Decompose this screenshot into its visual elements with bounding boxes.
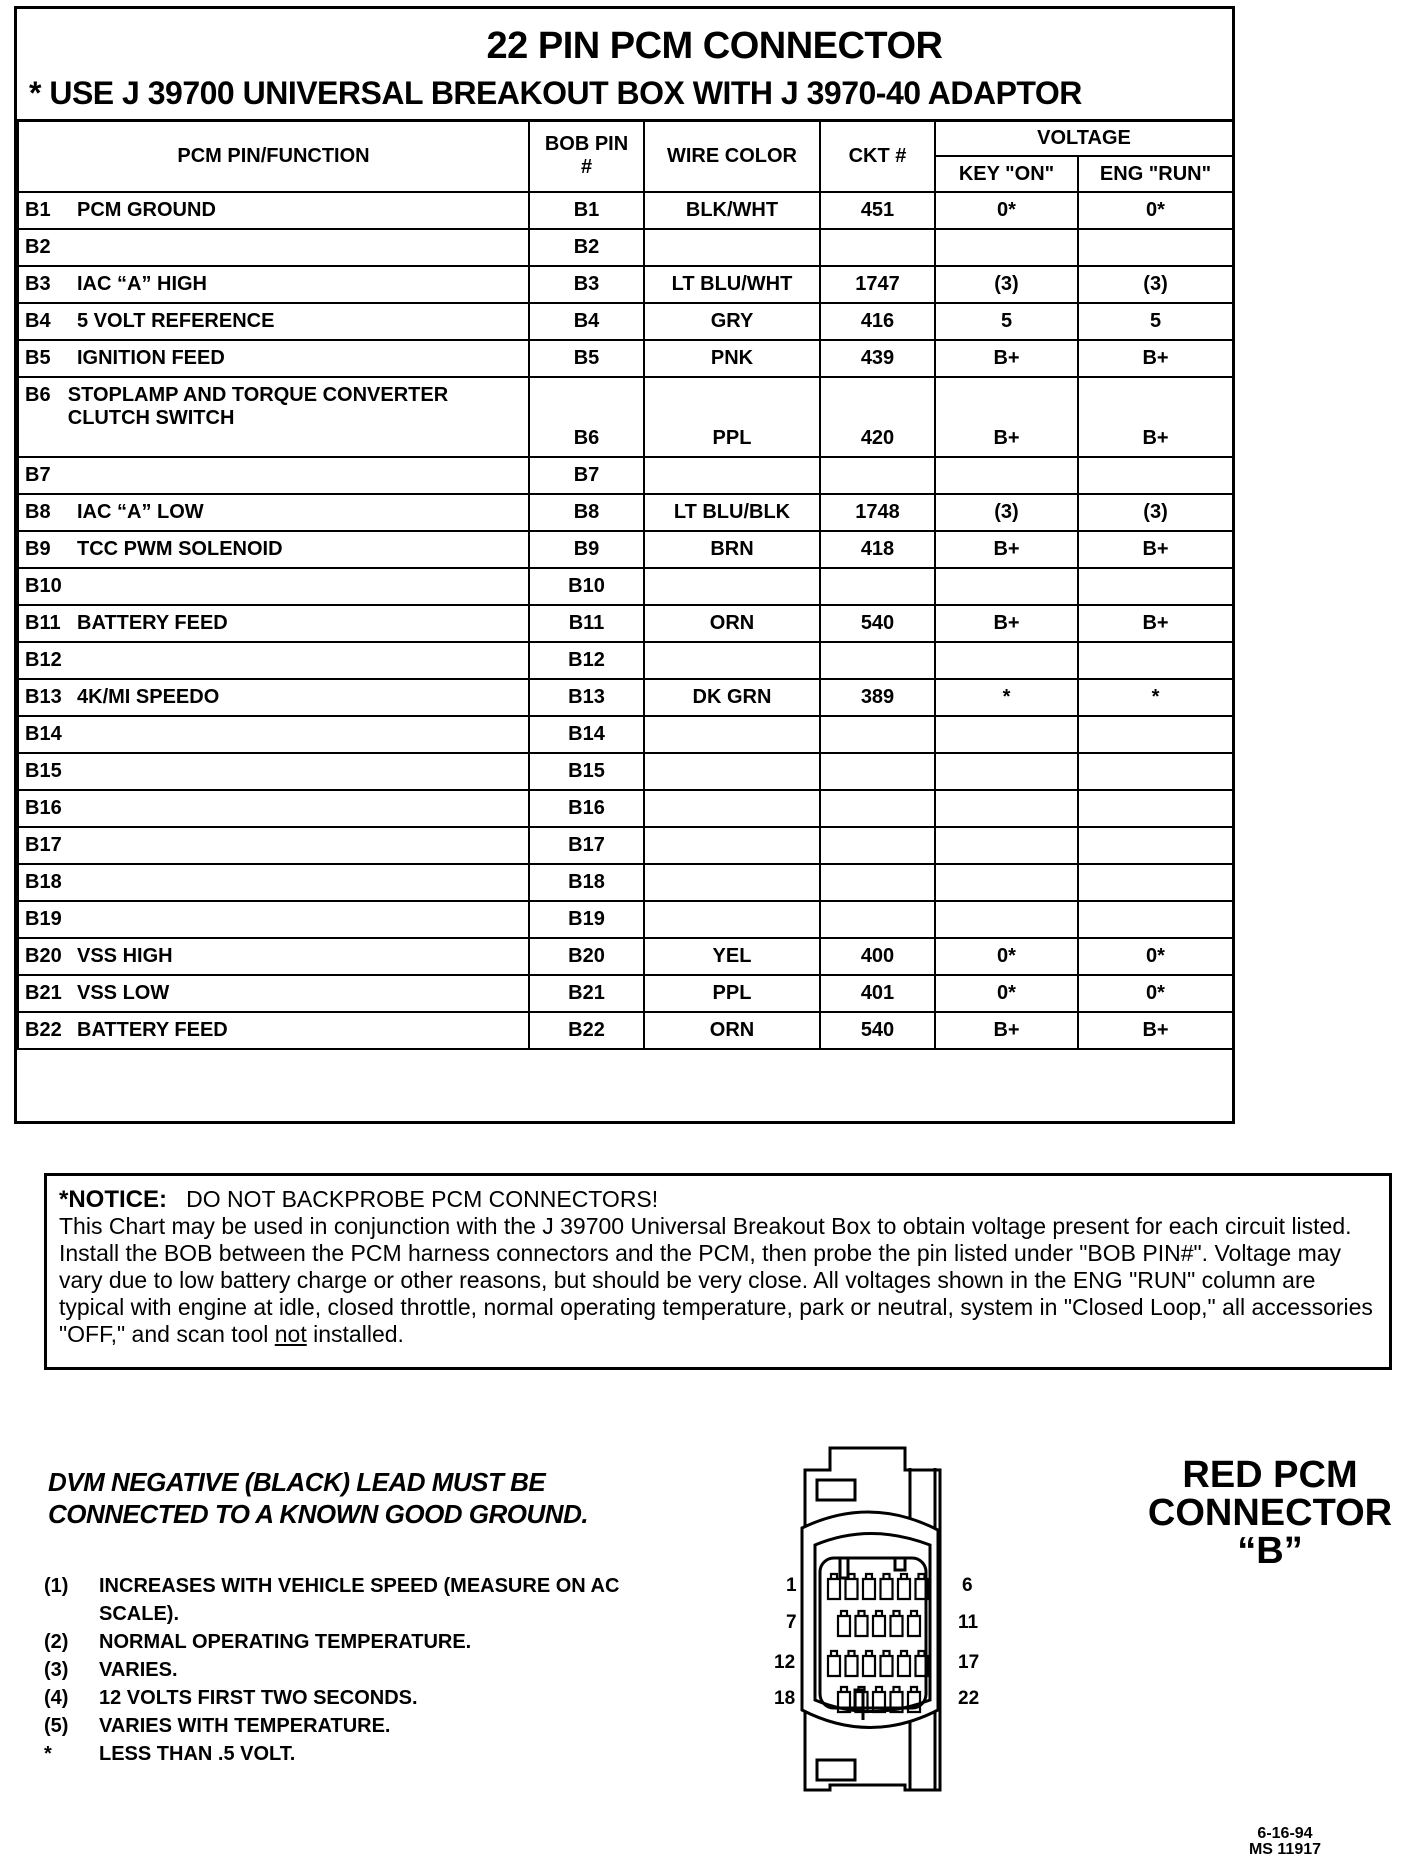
table-row [18, 303, 1233, 340]
voltage-eng-run: B+ [1078, 1012, 1233, 1049]
wire-color: LT BLU/BLK [644, 494, 820, 531]
wire-color: PPL [644, 377, 820, 457]
circuit-number: 400 [820, 938, 935, 975]
table-row [18, 605, 1233, 642]
pin-function: 4K/MI SPEEDO [77, 686, 220, 708]
bob-pin: B4 [529, 303, 644, 340]
pcm-pin: B14 [25, 723, 62, 745]
table-row [18, 377, 1233, 457]
bob-pin: B13 [529, 679, 644, 716]
voltage-eng-run [1078, 642, 1233, 679]
voltage-eng-run: B+ [1078, 340, 1233, 377]
bob-pin: B17 [529, 827, 644, 864]
voltage-key-on [935, 457, 1078, 494]
pcm-pin: B9 [25, 538, 51, 560]
voltage-key-on: (3) [935, 494, 1078, 531]
footnote-text: VARIES. [99, 1659, 178, 1681]
pcm-pin: B3 [25, 273, 51, 295]
pcm-pin: B18 [25, 871, 62, 893]
voltage-key-on: 0* [935, 192, 1078, 229]
circuit-number: 1747 [820, 266, 935, 303]
connector-title [1140, 1456, 1400, 1570]
bob-pin: B8 [529, 494, 644, 531]
bob-pin: B2 [529, 229, 644, 266]
notice-heading: *NOTICE: [59, 1186, 167, 1213]
voltage-key-on [935, 827, 1078, 864]
pin-function-cell [18, 568, 529, 605]
pin-function-cell [18, 716, 529, 753]
circuit-number: 439 [820, 340, 935, 377]
footnote [44, 1628, 679, 1656]
header-wire-color: WIRE COLOR [644, 120, 820, 192]
pcm-pin: B16 [25, 797, 62, 819]
bob-pin: B3 [529, 266, 644, 303]
pin-function-cell [18, 938, 529, 975]
footnote-key: (1) [44, 1575, 69, 1597]
voltage-key-on [935, 753, 1078, 790]
bob-pin: B16 [529, 790, 644, 827]
document-ref: MS 11917 [1248, 1841, 1322, 1858]
pin-function-cell [18, 266, 529, 303]
chart-subtitle: * USE J 39700 UNIVERSAL BREAKOUT BOX WITH J 3970-40 ADAPTOR [29, 75, 1082, 111]
voltage-eng-run: B+ [1078, 377, 1233, 457]
voltage-eng-run: 5 [1078, 303, 1233, 340]
pin-function: IAC “A” LOW [77, 501, 204, 523]
voltage-eng-run [1078, 568, 1233, 605]
pin-table [17, 119, 1234, 1050]
circuit-number [820, 827, 935, 864]
pin-function: STOPLAMP AND TORQUE CONVERTER CLUTCH SWITCH [67, 384, 449, 429]
footnote-key: (3) [44, 1659, 69, 1681]
pcm-pin: B10 [25, 575, 62, 597]
dvm-warning-line1: DVM NEGATIVE (BLACK) LEAD MUST BE [48, 1467, 546, 1497]
table-row [18, 679, 1233, 716]
connector-title-line1: RED PCM [1182, 1454, 1358, 1496]
footnotes [44, 1572, 679, 1768]
circuit-number: 416 [820, 303, 935, 340]
bob-pin: B18 [529, 864, 644, 901]
wire-color [644, 229, 820, 266]
voltage-key-on [935, 901, 1078, 938]
header-key-on: KEY "ON" [935, 156, 1078, 192]
voltage-eng-run [1078, 827, 1233, 864]
pcm-pin: B12 [25, 649, 62, 671]
table-row [18, 827, 1233, 864]
pcm-pin: B22 [25, 1019, 62, 1041]
footnote-text: INCREASES WITH VEHICLE SPEED (MEASURE ON AC SCALE). [99, 1575, 620, 1625]
footnote-key: (2) [44, 1631, 69, 1653]
pcm-pin: B11 [25, 612, 61, 634]
footnote [44, 1712, 679, 1740]
pcm-pin: B5 [25, 347, 51, 369]
voltage-eng-run: (3) [1078, 494, 1233, 531]
pcm-pin: B21 [25, 982, 62, 1004]
table-row [18, 457, 1233, 494]
wire-color: PPL [644, 975, 820, 1012]
circuit-number [820, 753, 935, 790]
voltage-key-on [935, 716, 1078, 753]
pin-function-cell [18, 753, 529, 790]
pcm-pin: B19 [25, 908, 62, 930]
pin-function-cell [18, 340, 529, 377]
pcm-pin: B1 [25, 199, 51, 221]
notice-box [44, 1173, 1392, 1370]
pin-function-cell [18, 1012, 529, 1049]
pcm-pin: B8 [25, 501, 51, 523]
connector-title-line3: “B” [1237, 1530, 1303, 1572]
pin-function-cell [18, 229, 529, 266]
wire-color [644, 716, 820, 753]
pin-number-label: 12 [774, 1652, 796, 1673]
wire-color [644, 827, 820, 864]
pin-number-label: 1 [786, 1575, 797, 1596]
circuit-number [820, 901, 935, 938]
bob-pin: B10 [529, 568, 644, 605]
connector-key-bottom [817, 1760, 855, 1780]
bob-pin: B6 [529, 377, 644, 457]
circuit-number [820, 864, 935, 901]
pin-function-cell [18, 377, 529, 457]
voltage-eng-run [1078, 864, 1233, 901]
wire-color: ORN [644, 605, 820, 642]
header-bob-pin [529, 120, 644, 192]
pin-function-cell [18, 790, 529, 827]
circuit-number: 401 [820, 975, 935, 1012]
voltage-eng-run [1078, 753, 1233, 790]
pin-function: VSS LOW [77, 982, 170, 1004]
table-row [18, 938, 1233, 975]
voltage-key-on [935, 568, 1078, 605]
wire-color: BRN [644, 531, 820, 568]
dvm-warning-line2: CONNECTED TO A KNOWN GOOD GROUND. [48, 1499, 589, 1529]
pin-function-cell [18, 642, 529, 679]
table-row [18, 266, 1233, 303]
voltage-eng-run: B+ [1078, 605, 1233, 642]
wire-color: DK GRN [644, 679, 820, 716]
document-date: 6-16-94 [1257, 1825, 1313, 1842]
wire-color [644, 642, 820, 679]
pin-function: 5 VOLT REFERENCE [77, 310, 275, 332]
pin-chart [14, 6, 1235, 1124]
notice-body-underlined: not [274, 1321, 307, 1347]
footnote-key: * [44, 1743, 52, 1765]
table-row [18, 192, 1233, 229]
pin-function: VSS HIGH [77, 945, 173, 967]
connector-diagram [740, 1440, 1100, 1810]
voltage-key-on: 5 [935, 303, 1078, 340]
notice-body-end: installed. [306, 1321, 404, 1347]
circuit-number [820, 229, 935, 266]
pcm-pin: B17 [25, 834, 62, 856]
pcm-pin: B13 [25, 686, 62, 708]
bob-pin: B15 [529, 753, 644, 790]
footnote-key: (4) [44, 1687, 69, 1709]
bob-pin: B21 [529, 975, 644, 1012]
circuit-number: 420 [820, 377, 935, 457]
table-row [18, 340, 1233, 377]
header-eng-run: ENG "RUN" [1078, 156, 1233, 192]
voltage-key-on: 0* [935, 975, 1078, 1012]
bob-pin: B14 [529, 716, 644, 753]
table-row [18, 975, 1233, 1012]
circuit-number [820, 790, 935, 827]
bob-pin: B12 [529, 642, 644, 679]
footnote [44, 1572, 679, 1628]
table-row [18, 864, 1233, 901]
bob-pin: B5 [529, 340, 644, 377]
pin-function-cell [18, 901, 529, 938]
table-row [18, 531, 1233, 568]
wire-color: YEL [644, 938, 820, 975]
voltage-eng-run [1078, 901, 1233, 938]
notice-body: This Chart may be used in conjunction with the J 39700 Universal Breakout Box to obtain voltage present for each circuit listed. Install the BOB between the PCM harness connectors and the PCM, then probe the pin listed under "BOB PIN#". Voltage may vary due to low battery charge or other reasons, but should be very close. All voltages shown in the ENG "RUN" column are typical with engine at idle, closed throttle, normal operating temperature, park or neutral, system in "Closed Loop," all accessories "OFF," and scan tool [59, 1213, 1373, 1347]
pin-function-cell [18, 192, 529, 229]
pin-function-cell [18, 864, 529, 901]
voltage-eng-run: B+ [1078, 531, 1233, 568]
circuit-number: 389 [820, 679, 935, 716]
voltage-key-on: (3) [935, 266, 1078, 303]
voltage-eng-run: 0* [1078, 975, 1233, 1012]
voltage-eng-run [1078, 457, 1233, 494]
wire-color: GRY [644, 303, 820, 340]
footnote-text: VARIES WITH TEMPERATURE. [99, 1715, 391, 1737]
voltage-key-on: B+ [935, 1012, 1078, 1049]
table-row [18, 901, 1233, 938]
footnote-text: NORMAL OPERATING TEMPERATURE. [99, 1631, 472, 1653]
header-function: PCM PIN/FUNCTION [18, 120, 529, 192]
pin-function-cell [18, 303, 529, 340]
wire-color [644, 790, 820, 827]
pin-function-cell [18, 827, 529, 864]
pin-function-cell [18, 457, 529, 494]
circuit-number [820, 642, 935, 679]
header-bob-pin-line1: BOB PIN [544, 133, 629, 155]
voltage-eng-run: * [1078, 679, 1233, 716]
footnote [44, 1740, 679, 1768]
footnote [44, 1684, 679, 1712]
voltage-eng-run: (3) [1078, 266, 1233, 303]
voltage-eng-run [1078, 790, 1233, 827]
footnote-text: LESS THAN .5 VOLT. [99, 1743, 296, 1765]
circuit-number [820, 457, 935, 494]
pin-number-label: 7 [786, 1612, 797, 1633]
bob-pin: B7 [529, 457, 644, 494]
notice-heading-text: DO NOT BACKPROBE PCM CONNECTORS! [186, 1186, 659, 1212]
voltage-key-on: B+ [935, 377, 1078, 457]
voltage-key-on: B+ [935, 605, 1078, 642]
pin-function-cell [18, 679, 529, 716]
table-row [18, 494, 1233, 531]
circuit-number: 451 [820, 192, 935, 229]
pcm-pin: B4 [25, 310, 51, 332]
circuit-number: 418 [820, 531, 935, 568]
circuit-number: 1748 [820, 494, 935, 531]
voltage-eng-run: 0* [1078, 192, 1233, 229]
pin-function-cell [18, 494, 529, 531]
wire-color [644, 901, 820, 938]
voltage-eng-run: 0* [1078, 938, 1233, 975]
pin-function: BATTERY FEED [77, 612, 228, 634]
voltage-key-on [935, 790, 1078, 827]
header-ckt: CKT # [820, 120, 935, 192]
bob-pin: B22 [529, 1012, 644, 1049]
pcm-pin: B20 [25, 945, 62, 967]
footnote-key: (5) [44, 1715, 69, 1737]
connector-shroud [802, 1512, 938, 1728]
chart-title: 22 PIN PCM CONNECTOR [486, 25, 943, 67]
circuit-number: 540 [820, 1012, 935, 1049]
bob-pin: B1 [529, 192, 644, 229]
table-row [18, 229, 1233, 266]
pin-function: TCC PWM SOLENOID [77, 538, 283, 560]
pin-number-label: 11 [958, 1612, 979, 1633]
pin-function: IGNITION FEED [77, 347, 225, 369]
bob-pin: B20 [529, 938, 644, 975]
pin-function: IAC “A” HIGH [77, 273, 207, 295]
circuit-number [820, 716, 935, 753]
table-row [18, 716, 1233, 753]
wire-color [644, 568, 820, 605]
wire-color [644, 864, 820, 901]
document-id [1230, 1826, 1340, 1858]
table-row [18, 568, 1233, 605]
voltage-key-on [935, 229, 1078, 266]
circuit-number: 540 [820, 605, 935, 642]
pin-number-label: 22 [958, 1688, 980, 1709]
bob-pin: B11 [529, 605, 644, 642]
pin-function-cell [18, 531, 529, 568]
voltage-key-on [935, 642, 1078, 679]
wire-color: PNK [644, 340, 820, 377]
table-row [18, 790, 1233, 827]
pcm-pin: B2 [25, 236, 51, 258]
wire-color: LT BLU/WHT [644, 266, 820, 303]
pin-function: BATTERY FEED [77, 1019, 228, 1041]
voltage-key-on: B+ [935, 340, 1078, 377]
pin-function: PCM GROUND [77, 199, 216, 221]
bob-pin: B9 [529, 531, 644, 568]
wire-color: ORN [644, 1012, 820, 1049]
voltage-key-on [935, 864, 1078, 901]
chart-title-block [17, 9, 1232, 122]
wire-color: BLK/WHT [644, 192, 820, 229]
pcm-pin: B7 [25, 464, 51, 486]
table-row [18, 753, 1233, 790]
pin-number-label: 17 [958, 1652, 980, 1673]
pin-function-cell [18, 975, 529, 1012]
voltage-eng-run [1078, 716, 1233, 753]
connector-key-top [817, 1480, 855, 1500]
connector-title-line2: CONNECTOR [1147, 1492, 1393, 1534]
voltage-eng-run [1078, 229, 1233, 266]
header-bob-pin-line2: # [580, 156, 593, 178]
voltage-key-on: * [935, 679, 1078, 716]
pin-number-label: 18 [774, 1688, 796, 1709]
table-row [18, 642, 1233, 679]
pcm-pin: B6 [25, 384, 51, 406]
pcm-pin: B15 [25, 760, 62, 782]
header-voltage: VOLTAGE [935, 120, 1233, 156]
circuit-number [820, 568, 935, 605]
voltage-key-on: B+ [935, 531, 1078, 568]
pin-number-label: 6 [962, 1575, 973, 1596]
bob-pin: B19 [529, 901, 644, 938]
pin-function-cell [18, 605, 529, 642]
table-row [18, 1012, 1233, 1049]
dvm-warning [48, 1466, 588, 1530]
wire-color [644, 753, 820, 790]
voltage-key-on: 0* [935, 938, 1078, 975]
footnote-text: 12 VOLTS FIRST TWO SECONDS. [99, 1687, 418, 1709]
wire-color [644, 457, 820, 494]
footnote [44, 1656, 679, 1684]
